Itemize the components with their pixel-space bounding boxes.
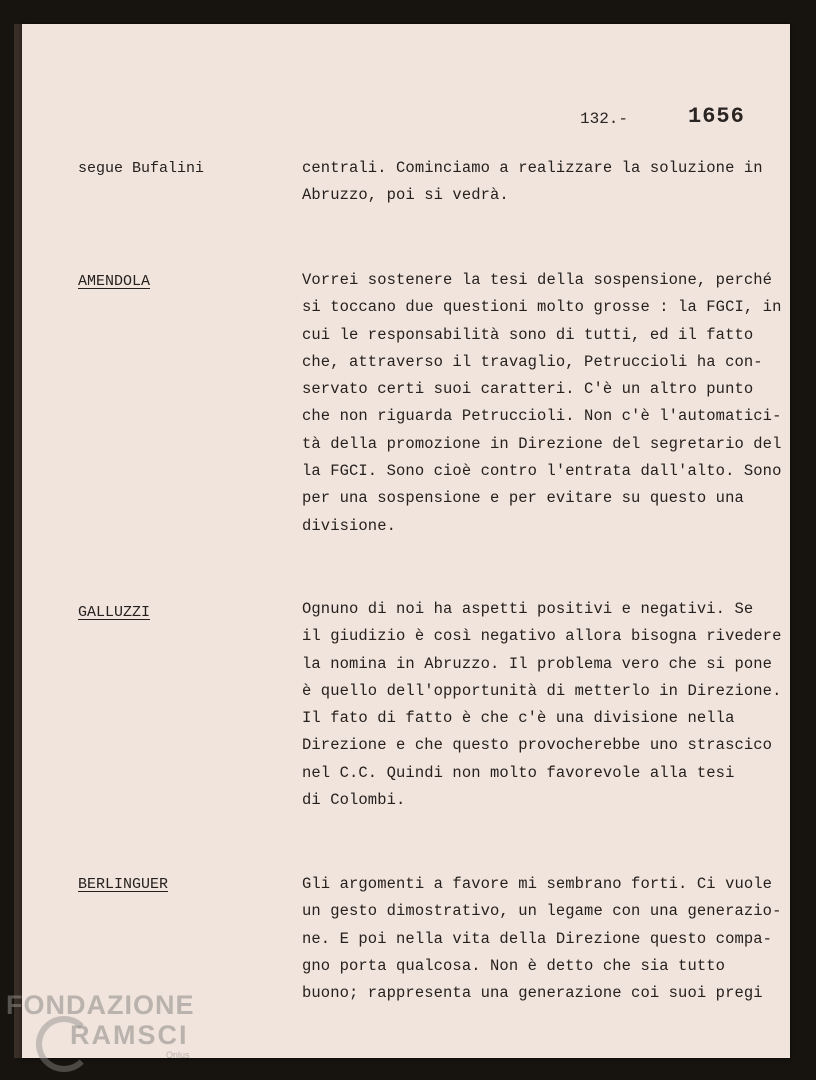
text-line: buono; rappresenta una generazione coi suoi pregi [302, 984, 763, 1003]
text-line: servato certi suoi caratteri. C'è un altro punto [302, 380, 754, 399]
text-line: la FGCI. Sono cioè contro l'entrata dall'alto. Sono [302, 462, 782, 481]
speech-bufalini [302, 155, 772, 210]
watermark-logo [6, 990, 195, 1060]
speech-amendola [302, 267, 782, 540]
text-line: Ognuno di noi ha aspetti positivi e negativi. Se [302, 600, 754, 618]
speaker-berlinguer: BERLINGUER [78, 876, 169, 893]
text-line: si toccano due questioni molto grosse : la FGCI, in [302, 298, 782, 317]
text-line: nel C.C. Quindi non molto favorevole alla tesi [302, 763, 735, 782]
text-line: un gesto dimostrativo, un legame con una generazio- [302, 902, 782, 921]
text-line: cui le responsabilità sono di tutti, ed il fatto [302, 325, 754, 344]
text-line: Abruzzo, poi si vedrà. [302, 186, 509, 205]
page-number: 132.- [580, 110, 629, 128]
text-line: è quello dell'opportunità di metterlo in Direzione. [302, 681, 782, 700]
text-line: Vorrei sostenere la tesi della sospensione, perché [302, 271, 773, 289]
speaker-amendola: AMENDOLA [78, 273, 151, 290]
speech-berlinguer [302, 871, 782, 1007]
text-line: la nomina in Abruzzo. Il problema vero che si pone [302, 654, 773, 673]
text-line: Direzione e che questo provocherebbe uno strascico [302, 736, 773, 755]
watermark-line1: FONDAZIONE [6, 990, 195, 1020]
text-line: Il fato di fatto è che c'è una divisione nella [302, 709, 735, 728]
watermark-line3: Onlus [166, 1050, 190, 1060]
text-line: di Colombi. [302, 791, 406, 810]
text-line: che non riguarda Petruccioli. Non c'è l'automatici- [302, 407, 782, 426]
watermark-line2: RAMSCI [70, 1020, 189, 1050]
text-line: centrali. Cominciamo a realizzare la soluzione in [302, 159, 763, 177]
text-line: per una sospensione e per evitare su questo una [302, 489, 744, 508]
speaker-galluzzi: GALLUZZI [78, 604, 151, 621]
folio-number: 1656 [688, 104, 745, 129]
text-line: che, attraverso il travaglio, Petruccioli ha con- [302, 352, 763, 371]
text-line: divisione. [302, 516, 397, 535]
speaker-bufalini: segue Bufalini [78, 160, 205, 177]
speech-galluzzi [302, 596, 782, 814]
text-line: ne. E poi nella vita della Direzione questo compa- [302, 929, 773, 948]
text-line: il giudizio è così negativo allora bisogna rivedere [302, 627, 782, 646]
text-line: gno porta qualcosa. Non è detto che sia tutto [302, 956, 726, 975]
text-line: tà della promozione in Direzione del segretario del [302, 434, 782, 453]
text-line: Gli argomenti a favore mi sembrano forti. Ci vuole [302, 875, 773, 893]
page-binding [14, 24, 22, 1058]
